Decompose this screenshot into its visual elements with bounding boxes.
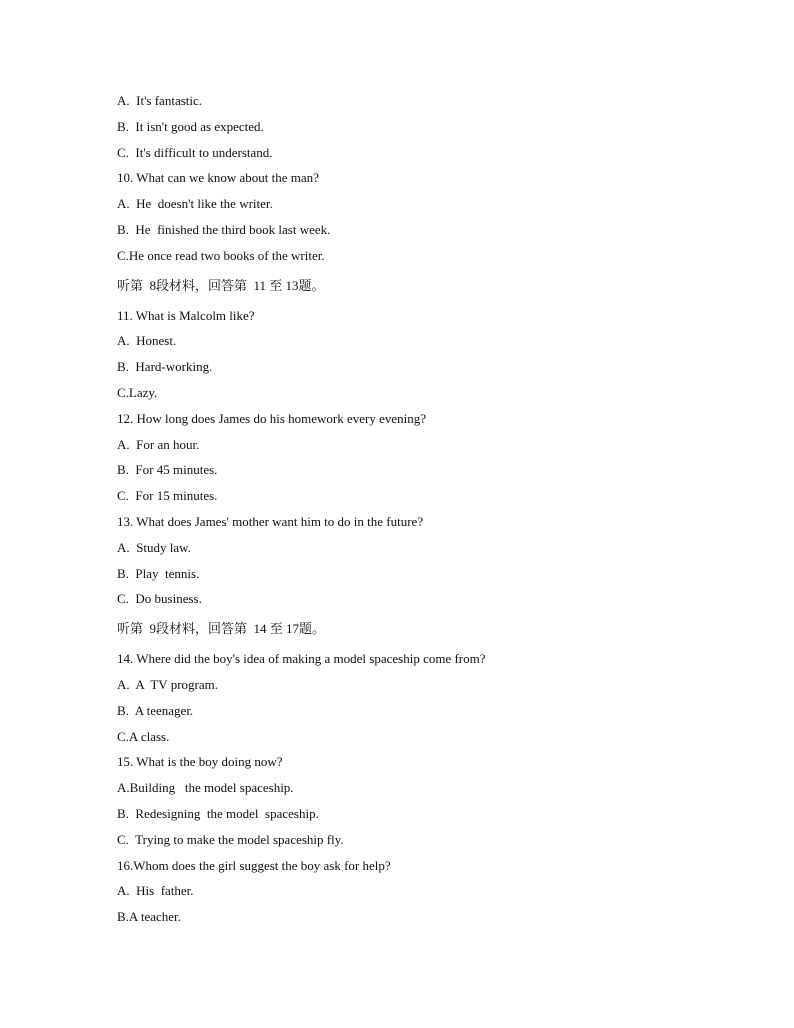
option-line: B. A teenager. [117,702,194,718]
option-line: C. Do business. [117,591,202,607]
section-heading: 听第 8段材料，回答第 11 至 13题。 [117,277,325,293]
question-line: 16.Whom does the girl suggest the boy ask for help? [117,857,391,873]
option-line: C.A class. [117,728,170,744]
option-line: C. It's difficult to understand. [117,144,273,160]
question-line: 10. What can we know about the man? [117,170,319,186]
question-line: 11. What is Malcolm like? [117,307,255,323]
option-line: C. For 15 minutes. [117,488,218,504]
option-line: A. He doesn't like the writer. [117,196,273,212]
question-line: 15. What is the boy doing now? [117,754,283,770]
option-line: C.Lazy. [117,384,158,400]
option-line: B. Hard-working. [117,359,213,375]
section-heading: 听第 9段材料，回答第 14 至 17题。 [117,621,326,637]
option-line: B. He finished the third book last week. [117,221,331,237]
option-line: B. It isn't good as expected. [117,118,264,134]
option-line: B.A teacher. [117,909,181,925]
option-line: A. His father. [117,883,194,899]
option-line: B. Play tennis. [117,565,200,581]
option-line: C. Trying to make the model spaceship fly. [117,831,344,847]
question-line: 12. How long does James do his homework every evening? [117,410,427,426]
question-line: 13. What does James' mother want him to do in the future? [117,513,424,529]
question-list [117,88,737,930]
option-line: C.He once read two books of the writer. [117,247,325,263]
option-line: A. For an hour. [117,436,200,452]
option-line: B. For 45 minutes. [117,462,218,478]
option-line: B. Redesigning the model spaceship. [117,805,319,821]
option-line: A. Study law. [117,539,191,555]
option-line: A. Honest. [117,333,177,349]
option-line: A.Building the model spaceship. [117,780,294,796]
option-line: A. It's fantastic. [117,93,203,108]
option-line: A. A TV program. [117,676,218,692]
question-line: 14. Where did the boy's idea of making a model spaceship come from? [117,651,486,667]
